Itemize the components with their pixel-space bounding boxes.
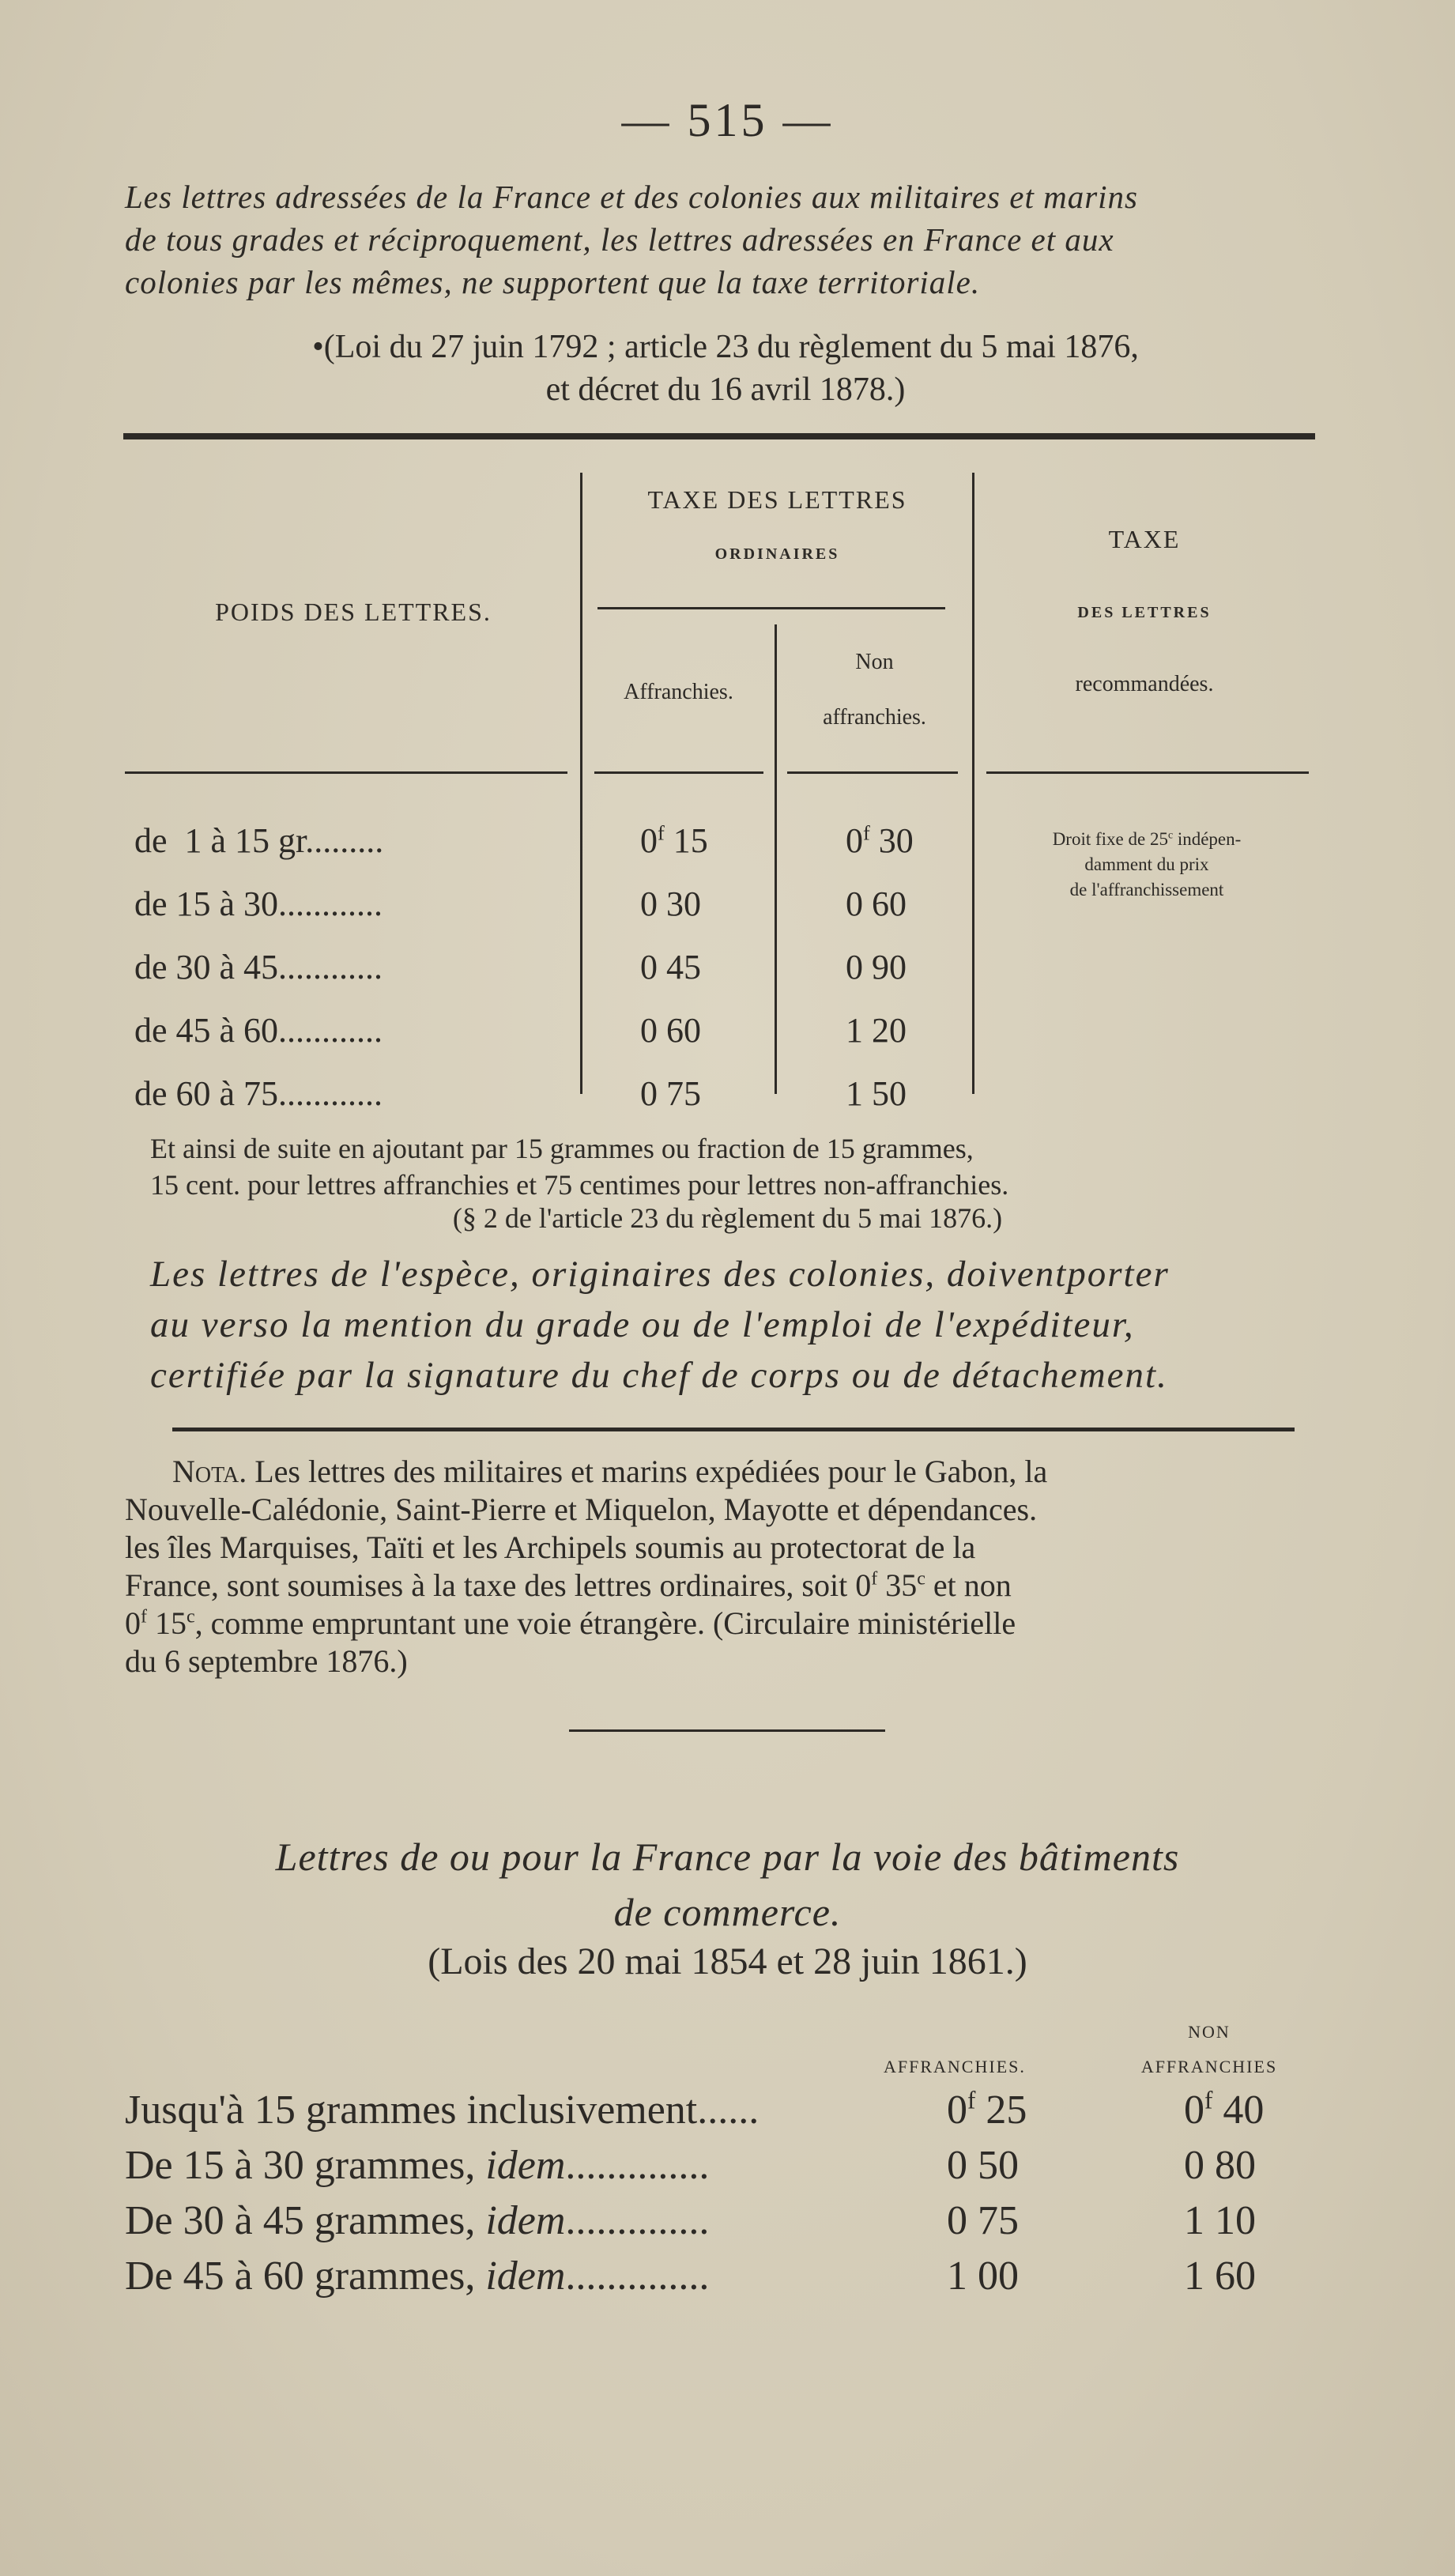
header-affranchies: Affranchies. xyxy=(624,680,733,704)
law-reference xyxy=(125,326,1326,411)
rec-note-line: de l'affranchissement xyxy=(1069,880,1224,900)
table-row-affranchies: 0 60 xyxy=(640,1011,701,1050)
table-row-non-affranchies: 1 20 xyxy=(846,1011,907,1050)
section2-row-non-affranchies: 0 80 xyxy=(1184,2143,1256,2188)
section2-row-affranchies: 0$^f$ 25 xyxy=(947,2086,1027,2133)
table-row-non-affranchies: 0 90 xyxy=(846,948,907,986)
section2-row-affranchies: 0 75 xyxy=(947,2198,1019,2243)
table-row-affranchies: 0$^f$ 15 xyxy=(640,820,708,860)
table-row-poids: de 15 à 30............ xyxy=(134,884,383,923)
section2-row-non-affranchies: 1 10 xyxy=(1184,2198,1256,2243)
nota-line: 0$^f$ 15$^c$, comme empruntant une voie étrangère. (Circulaire ministérielle xyxy=(125,1605,1016,1641)
header-bottom-rule xyxy=(125,771,567,774)
section2-row-non-affranchies: 0$^f$ 40 xyxy=(1184,2086,1265,2133)
header-bottom-rule xyxy=(787,771,958,774)
table-row-poids: de 60 à 75............ xyxy=(134,1074,383,1113)
rec-note-line: Droit fixe de 25$^c$ indépen- xyxy=(1052,828,1242,849)
suite-line: Et ainsi de suite en ajoutant par 15 grammes ou fraction de 15 grammes, xyxy=(150,1133,974,1164)
section2-row-affranchies: 1 00 xyxy=(947,2254,1019,2299)
section2-row-non-affranchies: 1 60 xyxy=(1184,2254,1256,2299)
header-bottom-rule xyxy=(594,771,763,774)
italic-line: Les lettres de l'espèce, originaires des colonies, doiventporter xyxy=(150,1254,1170,1295)
intro-paragraph xyxy=(125,175,1358,304)
table-row-non-affranchies: 0 60 xyxy=(846,884,907,923)
section2-law-reference: (Lois des 20 mai 1854 et 28 juin 1861.) xyxy=(428,1940,1027,1982)
section2-row-label: De 30 à 45 grammes, idem.............. xyxy=(125,2198,710,2243)
section2-row-label: De 45 à 60 grammes, idem.............. xyxy=(125,2254,710,2299)
header-recommandees-sub: DES LETTRES xyxy=(1077,604,1212,621)
italic-line: certifiée par la signature du chef de corps ou de détachement. xyxy=(150,1355,1168,1396)
header-ordinaires-sub: ORDINAIRES xyxy=(714,545,840,563)
intro-line: de tous grades et réciproquement, les lettres adressées en France et aux xyxy=(125,221,1114,258)
nota-line: Nota. Les lettres des militaires et marins expédiées pour le Gabon, la xyxy=(125,1453,1326,1491)
italic-line: au verso la mention du grade ou de l'emploi de l'expéditeur, xyxy=(150,1304,1135,1345)
page-number: — 515 — xyxy=(621,94,834,146)
rec-note-line: damment du prix xyxy=(1084,854,1209,874)
nota-label: Nota. xyxy=(172,1454,247,1489)
table-row-affranchies: 0 30 xyxy=(640,884,701,923)
table-row-poids: de 45 à 60............ xyxy=(134,1011,383,1050)
recommandees-note xyxy=(977,827,1317,903)
intro-line: colonies par les mêmes, ne supportent que la taxe territoriale. xyxy=(125,264,981,300)
intro-line: Les lettres adressées de la France et des colonies aux militaires et marins xyxy=(125,179,1139,215)
table-row-affranchies: 0 45 xyxy=(640,948,701,986)
table-row-non-affranchies: 1 50 xyxy=(846,1074,907,1113)
nota-paragraph xyxy=(125,1453,1326,1680)
suite-line: 15 cent. pour lettres affranchies et 75 centimes pour lettres non-affranchies. xyxy=(150,1169,1009,1201)
header-sub-rule xyxy=(597,607,945,609)
nota-top-rule xyxy=(172,1428,1295,1431)
section2-row-label: Jusqu'à 15 grammes inclusivement...... xyxy=(125,2088,760,2133)
nota-line: les îles Marquises, Taïti et les Archipels soumis au protectorat de la xyxy=(125,1529,976,1565)
header-non-affranchies: affranchies. xyxy=(823,705,926,730)
section2-header-affranchies: AFFRANCHIES. xyxy=(884,2057,1026,2076)
law-ref-line: •(Loi du 27 juin 1792 ; article 23 du règlement du 5 mai 1876, xyxy=(312,329,1139,365)
table-row-poids: de 1 à 15 gr......... xyxy=(134,821,384,860)
column-divider xyxy=(580,473,582,1094)
table-row-affranchies: 0 75 xyxy=(640,1074,701,1113)
nota-line: France, sont soumises à la taxe des lettres ordinaires, soit 0$^f$ 35$^c$ et non xyxy=(125,1567,1012,1603)
header-bottom-rule xyxy=(986,771,1309,774)
section2-row-label: De 15 à 30 grammes, idem.............. xyxy=(125,2143,710,2188)
header-taxe-ordinaires: TAXE DES LETTRES xyxy=(647,485,907,514)
table-row-non-affranchies: 0$^f$ 30 xyxy=(846,820,914,860)
column-divider xyxy=(972,473,974,1094)
nota-line: du 6 septembre 1876.) xyxy=(125,1643,408,1679)
section-divider xyxy=(569,1729,885,1732)
suite-paragraph xyxy=(150,1130,1336,1203)
header-poids: POIDS DES LETTRES. xyxy=(215,598,492,626)
table-row-poids: de 30 à 45............ xyxy=(134,948,383,986)
header-recommandees: recommandées. xyxy=(1075,672,1214,696)
law-ref-line: et décret du 16 avril 1878.) xyxy=(545,372,906,408)
section2-row-affranchies: 0 50 xyxy=(947,2143,1019,2188)
header-taxe-recommandees: TAXE xyxy=(1108,525,1181,553)
section2-title-line: Lettres de ou pour la France par la voie des bâtiments xyxy=(275,1835,1180,1879)
italic-block xyxy=(150,1249,1351,1401)
section2-title xyxy=(0,1829,1455,1940)
section2-header-non: NON xyxy=(1188,2022,1231,2042)
table-top-rule xyxy=(123,433,1315,439)
header-non: Non xyxy=(855,650,894,674)
column-divider xyxy=(775,624,777,1094)
section2-header-non-affranchies: AFFRANCHIES xyxy=(1140,2057,1278,2076)
nota-line: Nouvelle-Calédonie, Saint-Pierre et Miquelon, Mayotte et dépendances. xyxy=(125,1492,1038,1527)
section2-title-line: de commerce. xyxy=(613,1890,842,1934)
article-reference: (§ 2 de l'article 23 du règlement du 5 mai 1876.) xyxy=(452,1202,1003,1234)
